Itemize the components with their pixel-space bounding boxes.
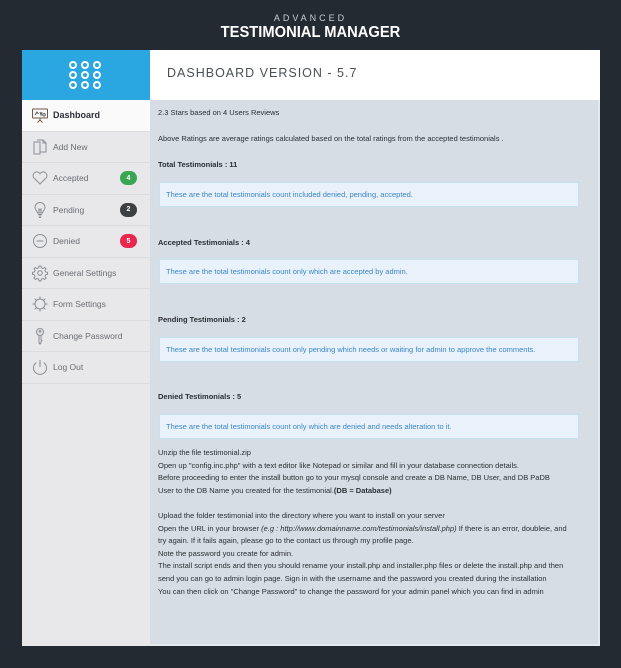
total-testimonials-info: These are the total testimonials count included denied, pending, accepted.: [159, 182, 579, 207]
rating-note: Above Ratings are average ratings calculated based on the total ratings from the accepted testimonials .: [158, 134, 504, 143]
example-url: (e.g : http://www.domainname.com/testimonials/install.php): [261, 523, 457, 533]
accepted-testimonials-info: These are the total testimonials count only which are accepted by admin.: [159, 259, 579, 284]
sidebar-item-label: Accepted: [53, 173, 89, 184]
instruction-line: send you can go to admin login page. Sign in with the username and the password you created during the installation: [158, 573, 547, 583]
sidebar-item-label: Dashboard: [53, 110, 101, 121]
sidebar-item-general-settings[interactable]: [22, 258, 150, 290]
sidebar-item-change-password[interactable]: [22, 321, 150, 353]
instruction-line: User to the DB Name you created for the testimonial.(DB = Database): [158, 485, 392, 495]
app-brand: [0, 0, 621, 50]
sidebar-item-label: Denied: [53, 236, 80, 247]
dashboard-content: [150, 100, 600, 646]
app-logo[interactable]: [22, 50, 150, 100]
heart-icon: [31, 169, 49, 187]
brand-title: TESTIMONIAL MANAGER: [220, 24, 401, 41]
instruction-line: You can then click on "Change Password" to change the password for your admin panel which you can find in admin: [158, 586, 544, 596]
install-instructions: [158, 447, 583, 598]
sidebar-item-form-settings[interactable]: [22, 289, 150, 321]
sidebar-item-label: General Settings: [53, 267, 117, 278]
presentation-board-icon: [31, 106, 49, 124]
sidebar-nav: [22, 100, 150, 646]
sidebar-item-dashboard[interactable]: [22, 100, 150, 132]
page-title: DASHBOARD VERSION - 5.7: [167, 66, 358, 80]
instruction-line: Note the password you create for admin.: [158, 548, 294, 558]
power-icon: [31, 358, 49, 376]
key-icon: [31, 327, 49, 345]
sidebar-item-label: Change Password: [53, 330, 123, 341]
denied-testimonials-title: Denied Testimonials : 5: [158, 392, 242, 401]
instruction-line: Open the URL in your browser (e.g : http://www.domainname.com/testimonials/install.php) If there is an error, doubleie, and: [158, 523, 567, 533]
lightbulb-icon: [31, 201, 49, 219]
sidebar-item-denied[interactable]: [22, 226, 150, 258]
page-header: [150, 50, 600, 100]
rating-summary: 2.3 Stars based on 4 Users Reviews: [158, 108, 280, 117]
documents-icon: [31, 138, 49, 156]
accepted-testimonials-title: Accepted Testimonials : 4: [158, 238, 250, 247]
total-testimonials-title: Total Testimonials : 11: [158, 160, 238, 169]
denied-count-badge: 5: [120, 234, 137, 248]
pending-testimonials-info: These are the total testimonials count only pending which needs or waiting for admin to approve the comments.: [159, 337, 579, 362]
sidebar-item-label: Log Out: [53, 362, 84, 373]
instruction-line: Upload the folder testimonial into the directory where you want to install on your server: [158, 510, 445, 520]
sidebar-item-log-out[interactable]: [22, 352, 150, 384]
sidebar-item-pending[interactable]: [22, 195, 150, 227]
instruction-line: Open up "config.inc.php" with a text editor like Notepad or similar and fill in your database connection details.: [158, 460, 519, 470]
denied-testimonials-info: These are the total testimonials count only which are denied and needs alteration to it.: [159, 414, 579, 439]
sidebar-item-add-new[interactable]: [22, 132, 150, 164]
brand-subtitle: ADVANCED: [273, 13, 348, 23]
grid-menu-icon: [69, 61, 103, 91]
instruction-line: try again. If it fails again, please go to the contact us through my profile page.: [158, 536, 414, 546]
cog-icon: [31, 295, 49, 313]
pending-testimonials-title: Pending Testimonials : 2: [158, 315, 246, 324]
minus-circle-icon: [31, 232, 49, 250]
instruction-line: Before proceeding to enter the install button go to your mysql console and create a DB Name, DB User, and DB PaDB: [158, 473, 550, 483]
instruction-line: Unzip the file testimonial.zip: [158, 448, 251, 457]
instruction-line: The install script ends and then you should rename your install.php and installer.php files or delete the install.php and then: [158, 561, 564, 571]
db-note: (DB = Database): [333, 485, 392, 495]
gear-icon: [31, 264, 49, 282]
accepted-count-badge: 4: [120, 171, 137, 185]
pending-count-badge: 2: [120, 203, 137, 217]
sidebar-item-label: Pending: [53, 204, 85, 215]
sidebar-item-accepted[interactable]: [22, 163, 150, 195]
sidebar-item-label: Form Settings: [53, 299, 106, 310]
sidebar-item-label: Add New: [53, 141, 88, 152]
dashboard-panel: [22, 50, 600, 646]
